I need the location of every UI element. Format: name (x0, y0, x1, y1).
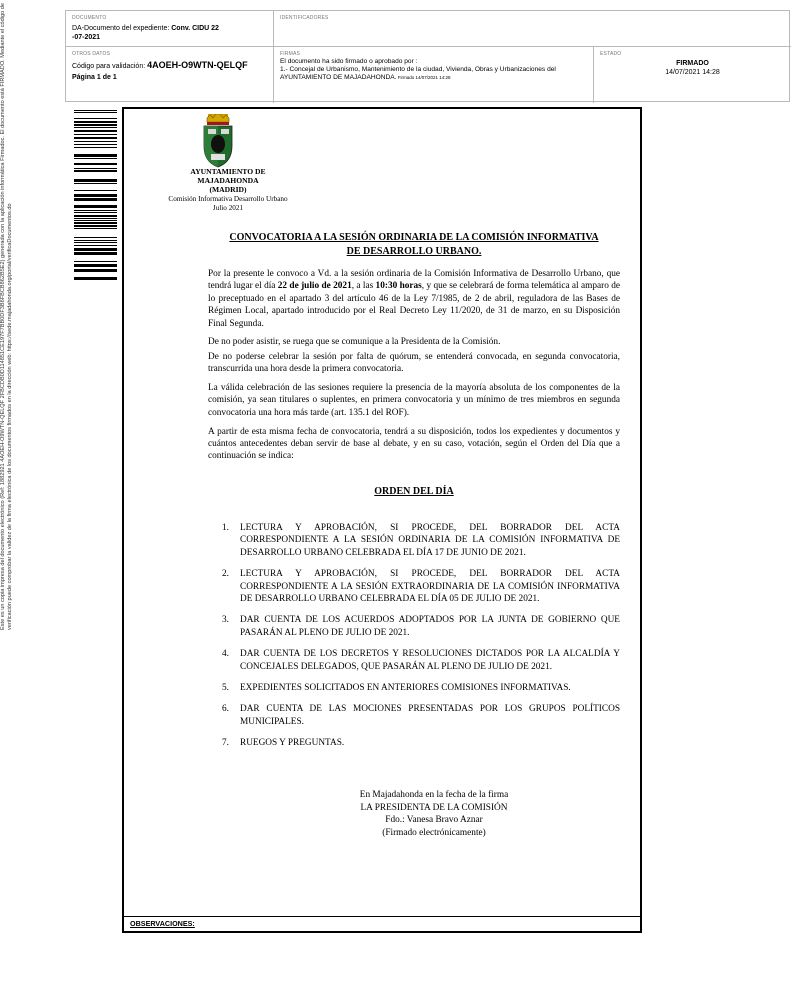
firmas-label: FIRMAS (280, 51, 301, 57)
list-item: 3. DAR CUENTA DE LOS ACUERDOS ADOPTADOS POR LA JUNTA DE GOBIERNO QUE PASARÁN AL PLENO DE JULIO DE 2021. (222, 615, 620, 638)
paragraph-convocation: Por la presente le convoco a Vd. a la sesión ordinaria de la Comisión Informativa de Desarrollo Urbano, que tendrá lugar el día 22 de julio de 2021, a las 10:30 horas, y que se celebrará de forma telemática al amparo de lo preceptuado en el apartado 3 del artículo 46 de la Ley 7/1985, de 2 de abril, reguladora de las Bases de Régimen Local, apartado introducido por el Real Decreto Ley 11/2020, de 31 de marzo, en su Disposición Final Segunda. (208, 269, 620, 329)
list-item: 7. RUEGOS Y PREGUNTAS. (222, 738, 345, 749)
otros-datos-cell (66, 47, 274, 103)
agenda-heading: ORDEN DEL DÍA (374, 486, 454, 497)
document-header (65, 10, 790, 102)
documento-cell (66, 11, 274, 47)
firmas-text: El documento ha sido firmado o aprobado por : 1.- Concejal de Urbanismo, Mantenimiento de la ciudad, Vivienda, Obras y Urbanizaciones del AYUNTAMIENTO DE MAJADAHONDA. Firmado 14/07/2021 14:28 (280, 58, 556, 81)
validation-code: Código para validación: 4AOEH-O9WTN-QELQF (72, 60, 248, 70)
identificadores-label: IDENTIFICADORES (280, 15, 329, 21)
list-item: 1. LECTURA Y APROBACIÓN, SI PROCEDE, DEL BORRADOR DEL ACTA CORRESPONDIENTE A LA SESIÓN ORDINARIA DE LA COMISIÓN INFORMATIVA DE DESARROLLO URBANO CELEBRADA EL DÍA 17 DE JUNIO DE 2021. (222, 523, 620, 558)
observaciones-label: OBSERVACIONES: (130, 919, 195, 928)
identificadores-cell (274, 11, 791, 47)
body-text (208, 268, 620, 469)
documento-value: DA-Documento del expediente: Conv. CIDU 22 -07-2021 (72, 25, 219, 41)
list-item: 2. LECTURA Y APROBACIÓN, SI PROCEDE, DEL BORRADOR DEL ACTA CORRESPONDIENTE A LA SESIÓN EXTRAORDINARIA DE LA COMISIÓN INFORMATIVA DE DESARROLLO URBANO CELEBRADA EL DÍA 05 DE JULIO DE 2021. (222, 569, 620, 605)
barcode-icon (74, 110, 117, 280)
coat-of-arms-icon (200, 114, 236, 168)
firmas-cell (274, 47, 594, 103)
otros-datos-label: OTROS DATOS (72, 51, 111, 57)
paragraph-quorum: De no poderse celebrar la sesión por falta de quórum, se entenderá convocada, en segunda convocatoria, transcurrida una hora desde la primera convocatoria. (208, 351, 620, 375)
paragraph-documents: A partir de esta misma fecha de convocatoria, tendrá a su disposición, todos los expedientes y documentos y cuántos antecedentes deban servir de base al debate, y en su caso, votación, según el Orden del Día que a continuación se indica: (208, 426, 620, 462)
verification-side-text: Este es un copia impresa del documento electrónico (Ref: 1882921 4AOEH-O9WTN-QELQF 2FBCDB0D114851CE197F7BB0DF3B6FBCB862B5E2) generada con la aplicación informática Firmadoc. El documento está FIRMADO. Mediante el código de verificación puede comprobar la validez de la firma electrónica de los documentos firmados en la dirección web: https://sede.majadahonda.org/portal/verificaDocumentos.do (0, 2, 13, 630)
organization-block: AYUNTAMIENTO DE MAJADAHONDA (MADRID) Comisión Informativa Desarrollo Urbano Julio 2021 (168, 167, 288, 212)
document-page (122, 107, 642, 933)
signature-block: En Majadahonda en la fecha de la firma LA PRESIDENTA DE LA COMISIÓN Fdo.: Vanesa Bravo Aznar (Firmado electrónicamente) (359, 790, 509, 838)
list-item: 4. DAR CUENTA DE LOS DECRETOS Y RESOLUCIONES DICTADOS POR LA ALCALDÍA Y CONCEJALES DELEGADOS, QUE PASARÁN AL PLENO DE JULIO DE 2021. (222, 649, 620, 672)
estado-date: 14/07/2021 14:28 (665, 69, 720, 76)
page-count: Página 1 de 1 (72, 74, 117, 81)
estado-cell (594, 47, 791, 103)
list-item: 6. DAR CUENTA DE LAS MOCIONES PRESENTADAS POR LOS GRUPOS POLÍTICOS MUNICIPALES. (222, 704, 620, 727)
page-title: CONVOCATORIA A LA SESIÓN ORDINARIA DE LA COMISIÓN INFORMATIVA DE DESARROLLO URBANO. (229, 232, 599, 257)
observaciones-bar (124, 916, 640, 931)
estado-value: FIRMADO (676, 60, 709, 67)
list-item: 5. EXPEDIENTES SOLICITADOS EN ANTERIORES COMISIONES INFORMATIVAS. (222, 683, 571, 694)
paragraph-absence: De no poder asistir, se ruega que se comunique a la Presidenta de la Comisión. (208, 337, 501, 348)
paragraph-validity: La válida celebración de las sesiones requiere la presencia de la mayoría absoluta de los componentes de la comisión, ya sean titulares o suplentes, en primera convocatoria y un mínimo de tres miembros en segunda convocatoria una hora más tarde (art. 135.1 del ROF). (208, 383, 620, 418)
estado-label: ESTADO (600, 51, 622, 57)
documento-label: DOCUMENTO (72, 15, 107, 21)
agenda-list (222, 522, 620, 759)
